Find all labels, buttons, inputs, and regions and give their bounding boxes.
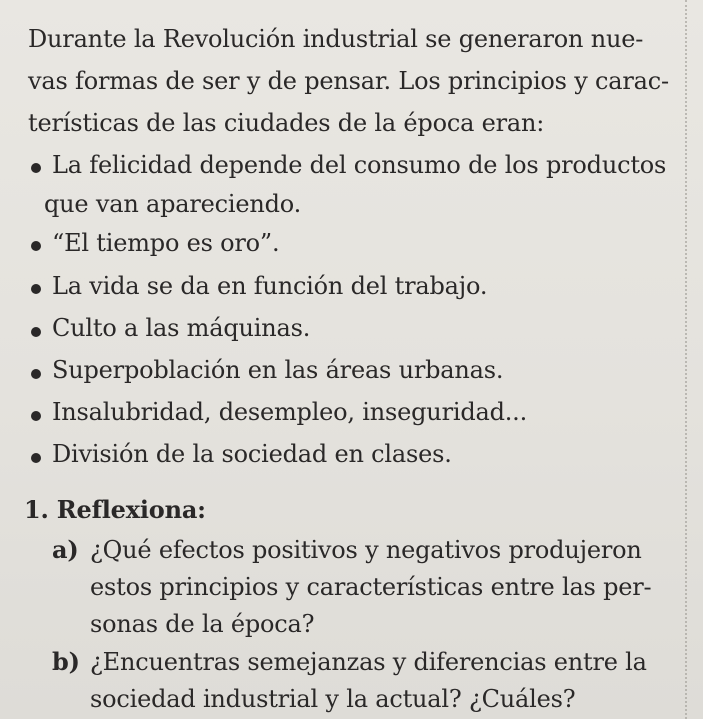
bullet-icon xyxy=(31,327,41,337)
intro-line-2: vas formas de ser y de pensar. Los principios y carac- xyxy=(28,67,669,95)
bullet-icon xyxy=(31,453,41,463)
bullet-icon xyxy=(31,241,41,251)
list-item-text: “El tiempo es oro”. xyxy=(52,229,280,257)
page-edge-dotted-line xyxy=(685,0,687,719)
list-item-text-line-1: La felicidad depende del consumo de los productos xyxy=(52,151,667,179)
bullet-icon xyxy=(31,163,41,173)
question-text-line-1: ¿Qué efectos positivos y negativos produjeron xyxy=(90,536,642,564)
list-item-text: Superpoblación en las áreas urbanas. xyxy=(52,356,504,384)
bullet-icon xyxy=(31,411,41,421)
question-text-line-2: estos principios y características entre las per- xyxy=(90,573,652,601)
question-marker: a) xyxy=(52,535,79,564)
bullet-icon xyxy=(31,369,41,379)
question-text-line-3: sonas de la época? xyxy=(90,610,315,638)
list-item-text: División de la sociedad en clases. xyxy=(52,440,452,468)
intro-line-1: Durante la Revolución industrial se generaron nue- xyxy=(28,25,644,53)
list-item-text: Culto a las máquinas. xyxy=(52,314,311,342)
question-marker: b) xyxy=(52,647,80,676)
question-text-line-1: ¿Encuentras semejanzas y diferencias entre la xyxy=(90,648,647,676)
list-item-text-line-2: que van apareciendo. xyxy=(44,190,302,218)
list-item-text: La vida se da en función del trabajo. xyxy=(52,272,488,300)
question-text-line-2: sociedad industrial y la actual? ¿Cuáles? xyxy=(90,685,576,713)
exercise-heading: 1. Reflexiona: xyxy=(24,495,206,524)
intro-line-3: terísticas de las ciudades de la época eran: xyxy=(28,109,545,137)
bullet-icon xyxy=(31,284,41,294)
list-item-text: Insalubridad, desempleo, inseguridad... xyxy=(52,398,528,426)
